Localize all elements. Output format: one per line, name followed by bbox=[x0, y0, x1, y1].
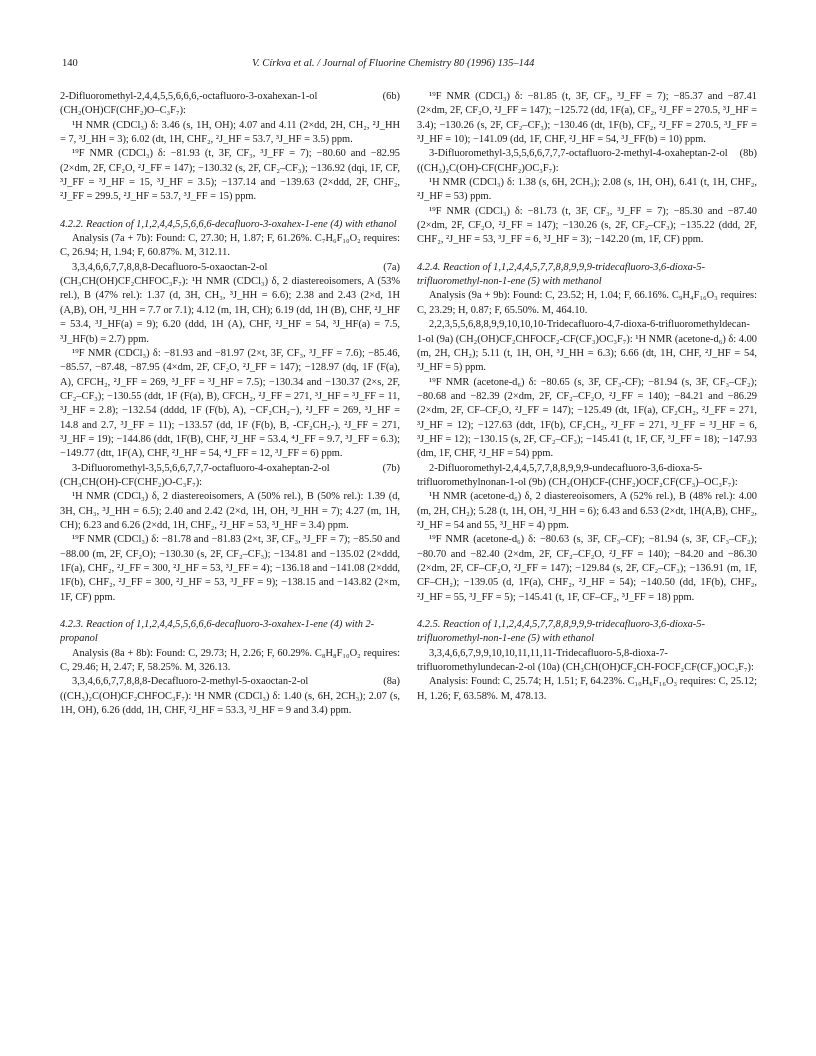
section-heading: 4.2.3. Reaction of 1,1,2,4,4,5,5,6,6,6-decafluoro-3-oxahex-1-ene (4) with 2-propanol bbox=[60, 619, 375, 645]
paragraph: Analysis (9a + 9b): Found: C, 23.52; H, 1.04; F, 66.16%. C₉H₄F₁₆O₃ requires: C, 23.29; H, 0.87; F, 65.50%. M, 464.10. bbox=[417, 290, 757, 316]
journal-reference: V. Církva et al. / Journal of Fluorine Chemistry 80 (1996) 135–144 bbox=[252, 58, 535, 69]
section-heading: 4.2.5. Reaction of 1,1,2,4,4,5,7,7,8,8,9,9,9-tridecafluoro-3,6-dioxa-5-trifluoromethyl-non-1-ene (5) with ethanol bbox=[417, 619, 705, 645]
paragraph: 3,3,4,6,6,7,7,8,8,8-Decafluoro-2-methyl-5-oxaoctan-2-ol (8a) ((CH₃)₂C(OH)CF₂CHFOC₃F₇): ¹H NMR (CDCl₃) δ: 1.40 (s, 6H, 2CH₃); 2.07 (s, 1H, OH), 6.26 (ddd, 1H, CHF, ²J_HF = 53.3, ³J_HF = 9 and 3.4) ppm. bbox=[60, 676, 400, 717]
paragraph: Analysis (8a + 8b): Found: C, 29.73; H, 2.26; F, 60.29%. C₈H₈F₁₀O₂ requires: C, 29.46; H, 2.47; F, 58.25%. M, 326.13. bbox=[60, 647, 400, 674]
paragraph: 3-Difluoromethyl-3,5,5,6,6,7,7,7-octafluoro-2-methyl-4-oxaheptan-2-ol (8b) ((CH₃)₂C(OH)-CF(CHF₂)OC₃F₇): bbox=[417, 148, 757, 174]
paragraph: 2,2,3,5,5,6,8,8,9,9,10,10,10-Tridecafluoro-4,7-dioxa-6-trifluoromethyldecan-1-ol (9a) (CH₂(OH)CF₂CHFOCF₂-CF(CF₃)OC₃F₇): ¹H NMR (acetone-d₆) δ: 4.00 (m, 2H, CH₂); 5.11 (t, 1H, OH, ³J_HH = 6.3); 6.66 (dt, 1H, CHF, ²J_HF = 54, ³J_HF = 5) ppm. bbox=[417, 319, 757, 374]
paragraph: ¹⁹F NMR (CDCl₃) δ: −81.85 (t, 3F, CF₃, ³J_FF = 7); −85.37 and −87.41 (2×dm, 2F, CF₂O, ²J_FF = 147); −125.72 (dd, 1F(a), CF₂, ²J_FF = 270.5, ³J_HF = 3.4); −130.26 (s, 2F, CF₂–CF₃); −130.46 (dt, 1F(b), CF₂, ²J_FF = 270.5, ³J_FF = ³J_HF = 10); −141.09 (dd, 1F, CHF, ²J_HF = 54, ³J_FF(b) = 10) ppm. bbox=[417, 91, 757, 146]
right-column bbox=[417, 90, 757, 1030]
paragraph: ¹⁹F NMR (CDCl₃) δ: −81.93 and −81.97 (2×t, 3F, CF₃, ³J_FF = 7.6); −85.46, −85.57, −87.48, −87.95 (4×dm, 2F, CF₂O, ²J_FF = 147); −128.97 (dq, 1F (F(a), A), CFCH₂, ²J_FF = 269, ³J_FF = ³J_HF = 7.5); −130.34 and −130.37 (2×s, 2F, CF₂–CF₃); −130.55 (ddt, 1F (F(a), B), CFCH₂, ²J_FF = 271, ³J_HF = ³J_FF = 11, ³J_HF = 2.8); −132.54 (dddd, 1F (F(b), A), −CF₂CH₂−), ²J_FF = 269, ³J_HF = 14.8 and 2.7, ³J_FF = 11); −133.57 (dd, 1F (F(b), B, -CF₂CH₂-), ²J_FF = 271, ³J_HF = 19); −144.86 (ddt, 1F(B), CHF, ²J_HF = 53.4, ⁴J_FF = 9.7, ³J_FF = 6.3); −149.77 (dtt, 1F(A), CHF, ²J_HF = 54, ⁴J_FF = 12, ³J_FF = 6) ppm. bbox=[60, 347, 400, 460]
paragraph: ¹⁹F NMR (CDCl₃) δ: −81.73 (t, 3F, CF₃, ³J_FF = 7); −85.30 and −87.40 (2×dm, 2F, CF₂O, ²J_FF = 147); −130.26 (s, 2F, CF₂–CF₃); −135.22 (ddd, 2F, CHF₂, ²J_HF = 53, ³J_FF = 6, ³J_HF = 3); −142.20 (m, 1F, CF) ppm. bbox=[417, 205, 757, 246]
left-column bbox=[60, 90, 400, 1030]
paragraph: 3,3,4,6,6,7,9,9,10,10,11,11,11-Tridecafluoro-5,8-dioxa-7-trifluoromethylundecan-2-ol (10a) (CH₃CH(OH)CF₂CH-FOCF₂CF(CF₃)OC₃F₇): bbox=[417, 647, 754, 674]
running-header bbox=[62, 58, 754, 74]
paragraph: 3,3,4,6,6,7,7,8,8,8-Decafluoro-5-oxaoctan-2-ol (7a) (CH₃CH(OH)CF₂CHFOC₃F₇): ¹H NMR (CDCl₃) δ, 2 diastereoisomers, A (53% rel.), B (47% rel.): 1.37 (d, 3H, CH₃, ³J_HH = 6.6); 2.38 and 2.43 (2×d, 1H (A,B), OH, ³J_HH = 7.7 or 7.1); 4.12 (m, 1H, CH); 6.19 (dd, 1H (B), CHF, ²J_HF = 53.4, ³J_HF(a) = 9); 6.20 (ddd, 1H (A), CHF, ²J_HF = 54, ³J_HF(a) = 7.5, ³J_HF(b) = 2.7) ppm. bbox=[60, 261, 400, 345]
paragraph: 2-Difluoromethyl-2,4,4,5,5,6,6,6,-octafluoro-3-oxahexan-1-ol (6b) (CH₂(OH)CF(CHF₂)O–C₃F₇): bbox=[60, 91, 400, 117]
paragraph: ¹H NMR (CDCl₃) δ, 2 diastereoisomers, A (50% rel.), B (50% rel.): 1.39 (d, 3H, CH₃, ³J_HH = 6.5); 2.40 and 2.42 (2×d, 1H, OH, ³J_HH = 7); 4.27 (m, 1H, CH); 6.23 and 6.26 (2×dd, 1H, CHF₂, ²J_HF = 53, ³J_HF = 3.4) ppm. bbox=[60, 491, 400, 531]
paragraph: 2-Difluoromethyl-2,4,4,5,7,7,8,8,9,9,9-undecafluoro-3,6-dioxa-5-trifluoromethylnonan-1-ol (9b) (CH₂(OH)CF-(CHF₂)OCF₂CF(CF₃)–OC₃F₇): bbox=[417, 462, 738, 488]
paragraph: ¹H NMR (acetone-d₆) δ, 2 diastereoisomers, A (52% rel.), B (48% rel.): 4.00 (m, 2H, CH₂); 5.28 (t, 1H, OH, ³J_HH = 6); 6.43 and 6.53 (2×dt, 1H(A,B), CHF₂, ²J_HF = 54 and 55, ³J_HF = 4) ppm. bbox=[417, 491, 757, 531]
section-heading: 4.2.2. Reaction of 1,1,2,4,4,5,5,6,6,6-decafluoro-3-oxahex-1-ene (4) with ethanol bbox=[60, 218, 397, 230]
paragraph: ¹⁹F NMR (CDCl₃) δ: −81.93 (t, 3F, CF₃, ³J_FF = 7); −80.60 and −82.95 (2×dm, 2F, CF₂O, ²J_FF = 147); −130.32 (s, 2F, CF₂–CF₃); −136.92 (dqi, 1F, CF, ³J_FF = ³J_HF = 15, ³J_HF = 3.5); −137.14 and −139.63 (2×ddd, 2F, CHF₂, ²J_FF = 299.5, ²J_HF = 53.7, ³J_FF = 15) ppm. bbox=[60, 148, 400, 203]
paragraph: Analysis: Found: C, 25.74; H, 1.51; F, 64.23%. C₁₀H₆F₁₆O₃ requires: C, 25.12; H, 1.26; F, 63.58%. M, 478.13. bbox=[417, 676, 757, 702]
paragraph: ¹⁹F NMR (acetone-d₆) δ: −80.63 (s, 3F, CF₃–CF); −81.94 (s, 3F, CF₃–CF₂); −80.70 and −82.40 (2×dm, 2F, CF₂–CF₂O, ²J_FF = 140); −84.20 and −86.30 (2×dm, 2F, CF–CF₂O, ²J_FF = 147); −129.84 (s, 2F, CF₂–CF₃); −136.91 (m, 1F, CF–CH₂); −139.05 (d, 1F(a), CHF₂, ²J_HF = 54); −140.50 (dd, 1F(b), CHF₂, ²J_HF = 55, ³J_FF = 5); −145.41 (t, 1F, CF–CF₂, ³J_FF = 18) ppm. bbox=[417, 534, 757, 603]
paragraph: ¹H NMR (CDCl₃) δ: 1.38 (s, 6H, 2CH₃); 2.08 (s, 1H, OH), 6.41 (t, 1H, CHF₂, ²J_HF = 53) ppm. bbox=[417, 177, 757, 203]
paragraph: ¹⁹F NMR (CDCl₃) δ: −81.78 and −81.83 (2×t, 3F, CF₃, ³J_FF = 7); −85.50 and −88.00 (m, 2F, CF₂O); −130.30 (s, 2F, CF₂–CF₃); −134.81 and −135.02 (2×ddd, 1F(a), CHF₂, ²J_FF = 300, ²J_HF = 53, ³J_FF = 4); −136.18 and −141.08 (2×ddd, 1F(b), CHF₂, ²J_FF = 300, ²J_HF = 53, ³J_FF = 9); −138.15 and −143.82 (2×m, 1F, CF) ppm. bbox=[60, 534, 400, 603]
paragraph: ¹H NMR (CDCl₃) δ: 3.46 (s, 1H, OH); 4.07 and 4.11 (2×dd, 2H, CH₂, ²J_HH = 7, ³J_HH = 3); 6.02 (dt, 1H, CHF₂, ²J_HF = 53.7, ³J_HF = 3.5) ppm. bbox=[60, 119, 400, 146]
paragraph: ¹⁹F NMR (acetone-d₆) δ: −80.65 (s, 3F, CF₃-CF); −81.94 (s, 3F, CF₃–CF₂); −80.68 and −82.39 (2×dm, 2F, CF₂–CF₂O, ²J_FF = 140); −84.21 and −86.29 (2×dm, 2F, CF–CF₂O, ²J_FF = 147); −125.49 (dt, 1F(a), CF₂CH₂, ²J_FF = 271, ³J_HF = 12); −127.63 (ddt, 1F(b), CF₂CH₂, ²J_FF = 271, ³J_FF = ³J_HF = 6, ³J_HF = 12); −130.15 (s, 2F, CF₂–CF₃); −145.41 (t, 1F, CF, ³J_FF = 18); −147.93 (dm, 1F, CHF, ²J_HF = 54) ppm. bbox=[417, 376, 757, 460]
page-number: 140 bbox=[62, 58, 78, 69]
paragraph: 3-Difluoromethyl-3,5,5,6,6,7,7,7-octafluoro-4-oxaheptan-2-ol (7b) (CH₃CH(OH)-CF(CHF₂)O-C₃F₇): bbox=[60, 462, 400, 488]
section-heading: 4.2.4. Reaction of 1,1,2,4,4,5,7,7,8,8,9,9,9-tridecafluoro-3,6-dioxa-5-trifluoromethyl-non-1-ene (5) with methanol bbox=[417, 261, 705, 288]
paragraph: Analysis (7a + 7b): Found: C, 27.30; H, 1.87; F, 61.26%. C₇H₆F₁₀O₂ requires: C, 26.94; H, 1.94; F, 60.87%. M, 312.11. bbox=[60, 233, 400, 259]
